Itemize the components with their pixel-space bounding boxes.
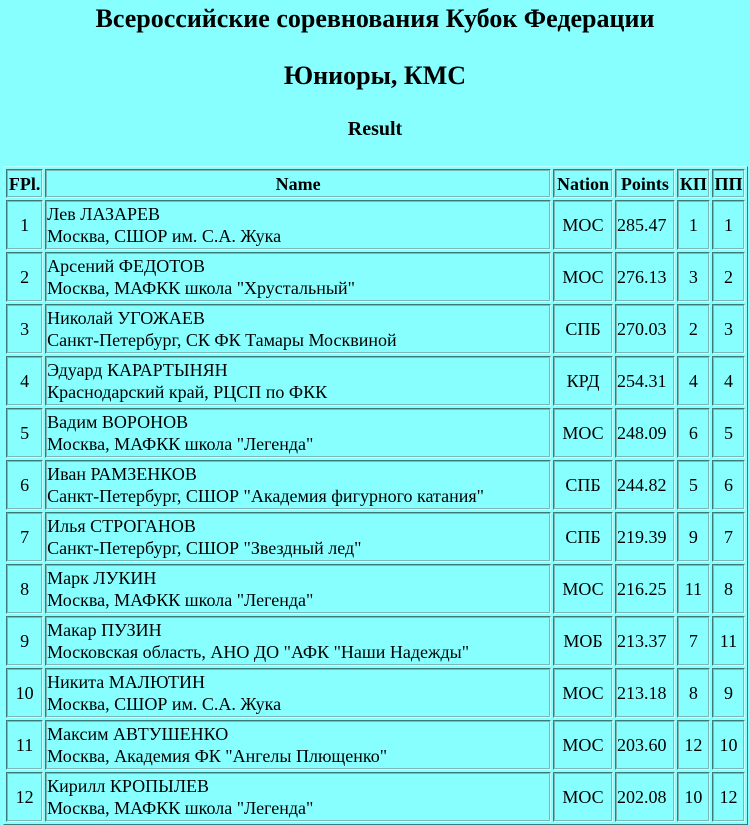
- kp-cell: 3: [677, 252, 710, 302]
- athlete-name: Максим АВТУШЕНКО: [47, 724, 229, 744]
- athlete-cell: [45, 356, 551, 406]
- table-row: [6, 616, 745, 666]
- athlete-name: Вадим ВОРОНОВ: [47, 412, 189, 432]
- athlete-club: Москва, Академия ФК "Ангелы Плющенко": [47, 746, 388, 766]
- nation-cell: МОС: [553, 408, 613, 458]
- table-row: [6, 512, 745, 562]
- kp-cell: 5: [677, 460, 710, 510]
- kp-cell: 7: [677, 616, 710, 666]
- nation-cell: СПБ: [553, 304, 613, 354]
- athlete-name: Илья СТРОГАНОВ: [47, 516, 196, 536]
- nation-cell: МОБ: [553, 616, 613, 666]
- points-cell: 276.13: [615, 252, 675, 302]
- place-cell: 12: [6, 772, 43, 822]
- place-cell: 2: [6, 252, 43, 302]
- athlete-club: Москва, МАФКК школа "Легенда": [47, 798, 314, 818]
- pp-cell: 2: [712, 252, 745, 302]
- athlete-name: Арсений ФЕДОТОВ: [47, 256, 206, 276]
- points-cell: 270.03: [615, 304, 675, 354]
- athlete-name: Лев ЛАЗАРЕВ: [47, 204, 161, 224]
- athlete-club: Москва, МАФКК школа "Легенда": [47, 434, 314, 454]
- table-row: [6, 772, 745, 822]
- athlete-name: Иван РАМЗЕНКОВ: [47, 464, 197, 484]
- nation-cell: КРД: [553, 356, 613, 406]
- kp-cell: 8: [677, 668, 710, 718]
- athlete-cell: [45, 616, 551, 666]
- pp-cell: 9: [712, 668, 745, 718]
- table-row: [6, 304, 745, 354]
- points-cell: 213.18: [615, 668, 675, 718]
- pp-cell: 5: [712, 408, 745, 458]
- table-row: [6, 564, 745, 614]
- points-cell: 203.60: [615, 720, 675, 770]
- event-title: Всероссийские соревнования Кубок Федерации: [95, 4, 655, 33]
- column-header-kp: КП: [677, 169, 710, 198]
- athlete-name: Макар ПУЗИН: [47, 620, 162, 640]
- points-cell: 254.31: [615, 356, 675, 406]
- athlete-club: Москва, СШОР им. С.А. Жука: [47, 694, 282, 714]
- nation-cell: СПБ: [553, 460, 613, 510]
- kp-cell: 6: [677, 408, 710, 458]
- athlete-cell: [45, 200, 551, 250]
- athlete-cell: [45, 668, 551, 718]
- kp-cell: 4: [677, 356, 710, 406]
- table-row: [6, 252, 745, 302]
- place-cell: 7: [6, 512, 43, 562]
- points-cell: 216.25: [615, 564, 675, 614]
- athlete-cell: [45, 772, 551, 822]
- athlete-club: Краснодарский край, РЦСП по ФКК: [47, 382, 328, 402]
- athlete-cell: [45, 564, 551, 614]
- pp-cell: 11: [712, 616, 745, 666]
- place-cell: 1: [6, 200, 43, 250]
- points-cell: 213.37: [615, 616, 675, 666]
- athlete-name: Никита МАЛЮТИН: [47, 672, 206, 692]
- result-heading: Result: [347, 118, 403, 140]
- nation-cell: МОС: [553, 252, 613, 302]
- kp-cell: 12: [677, 720, 710, 770]
- place-cell: 5: [6, 408, 43, 458]
- column-header-points: Points: [615, 169, 675, 198]
- points-cell: 219.39: [615, 512, 675, 562]
- place-cell: 11: [6, 720, 43, 770]
- pp-cell: 8: [712, 564, 745, 614]
- column-header-name: Name: [45, 169, 551, 198]
- place-cell: 4: [6, 356, 43, 406]
- table-header-row: [6, 169, 745, 198]
- points-cell: 248.09: [615, 408, 675, 458]
- nation-cell: СПБ: [553, 512, 613, 562]
- pp-cell: 3: [712, 304, 745, 354]
- place-cell: 3: [6, 304, 43, 354]
- athlete-club: Москва, СШОР им. С.А. Жука: [47, 226, 282, 246]
- athlete-cell: [45, 720, 551, 770]
- table-row: [6, 460, 745, 510]
- nation-cell: МОС: [553, 772, 613, 822]
- column-header-nation: Nation: [553, 169, 613, 198]
- athlete-club: Москва, МАФКК школа "Легенда": [47, 590, 314, 610]
- table-row: [6, 200, 745, 250]
- pp-cell: 10: [712, 720, 745, 770]
- points-cell: 285.47: [615, 200, 675, 250]
- nation-cell: МОС: [553, 564, 613, 614]
- athlete-cell: [45, 512, 551, 562]
- nation-cell: МОС: [553, 200, 613, 250]
- place-cell: 8: [6, 564, 43, 614]
- nation-cell: МОС: [553, 720, 613, 770]
- athlete-club: Санкт-Петербург, СШОР "Звездный лед": [47, 538, 362, 558]
- results-body: [6, 200, 745, 822]
- table-row: [6, 356, 745, 406]
- athlete-club: Москва, МАФКК школа "Хрустальный": [47, 278, 355, 298]
- pp-cell: 1: [712, 200, 745, 250]
- place-cell: 10: [6, 668, 43, 718]
- kp-cell: 1: [677, 200, 710, 250]
- table-row: [6, 668, 745, 718]
- place-cell: 9: [6, 616, 43, 666]
- category-title: Юниоры, КМС: [283, 61, 467, 90]
- column-header-fpl: FPl.: [6, 169, 43, 198]
- table-row: [6, 720, 745, 770]
- athlete-name: Николай УГОЖАЕВ: [47, 308, 205, 328]
- kp-cell: 10: [677, 772, 710, 822]
- points-cell: 244.82: [615, 460, 675, 510]
- athlete-name: Марк ЛУКИН: [47, 568, 157, 588]
- column-header-pp: ПП: [712, 169, 745, 198]
- athlete-name: Кирилл КРОПЫЛЕВ: [47, 776, 210, 796]
- kp-cell: 9: [677, 512, 710, 562]
- pp-cell: 7: [712, 512, 745, 562]
- athlete-cell: [45, 304, 551, 354]
- kp-cell: 11: [677, 564, 710, 614]
- pp-cell: 6: [712, 460, 745, 510]
- kp-cell: 2: [677, 304, 710, 354]
- athlete-cell: [45, 408, 551, 458]
- pp-cell: 4: [712, 356, 745, 406]
- nation-cell: МОС: [553, 668, 613, 718]
- athlete-club: Московская область, АНО ДО "АФК "Наши Надежды": [47, 642, 470, 662]
- place-cell: 6: [6, 460, 43, 510]
- results-table: [3, 166, 748, 825]
- athlete-cell: [45, 460, 551, 510]
- athlete-name: Эдуард КАРАРТЫНЯН: [47, 360, 228, 380]
- athlete-club: Санкт-Петербург, СК ФК Тамары Москвиной: [47, 330, 397, 350]
- table-row: [6, 408, 745, 458]
- athlete-club: Санкт-Петербург, СШОР "Академия фигурного катания": [47, 486, 484, 506]
- athlete-cell: [45, 252, 551, 302]
- pp-cell: 12: [712, 772, 745, 822]
- points-cell: 202.08: [615, 772, 675, 822]
